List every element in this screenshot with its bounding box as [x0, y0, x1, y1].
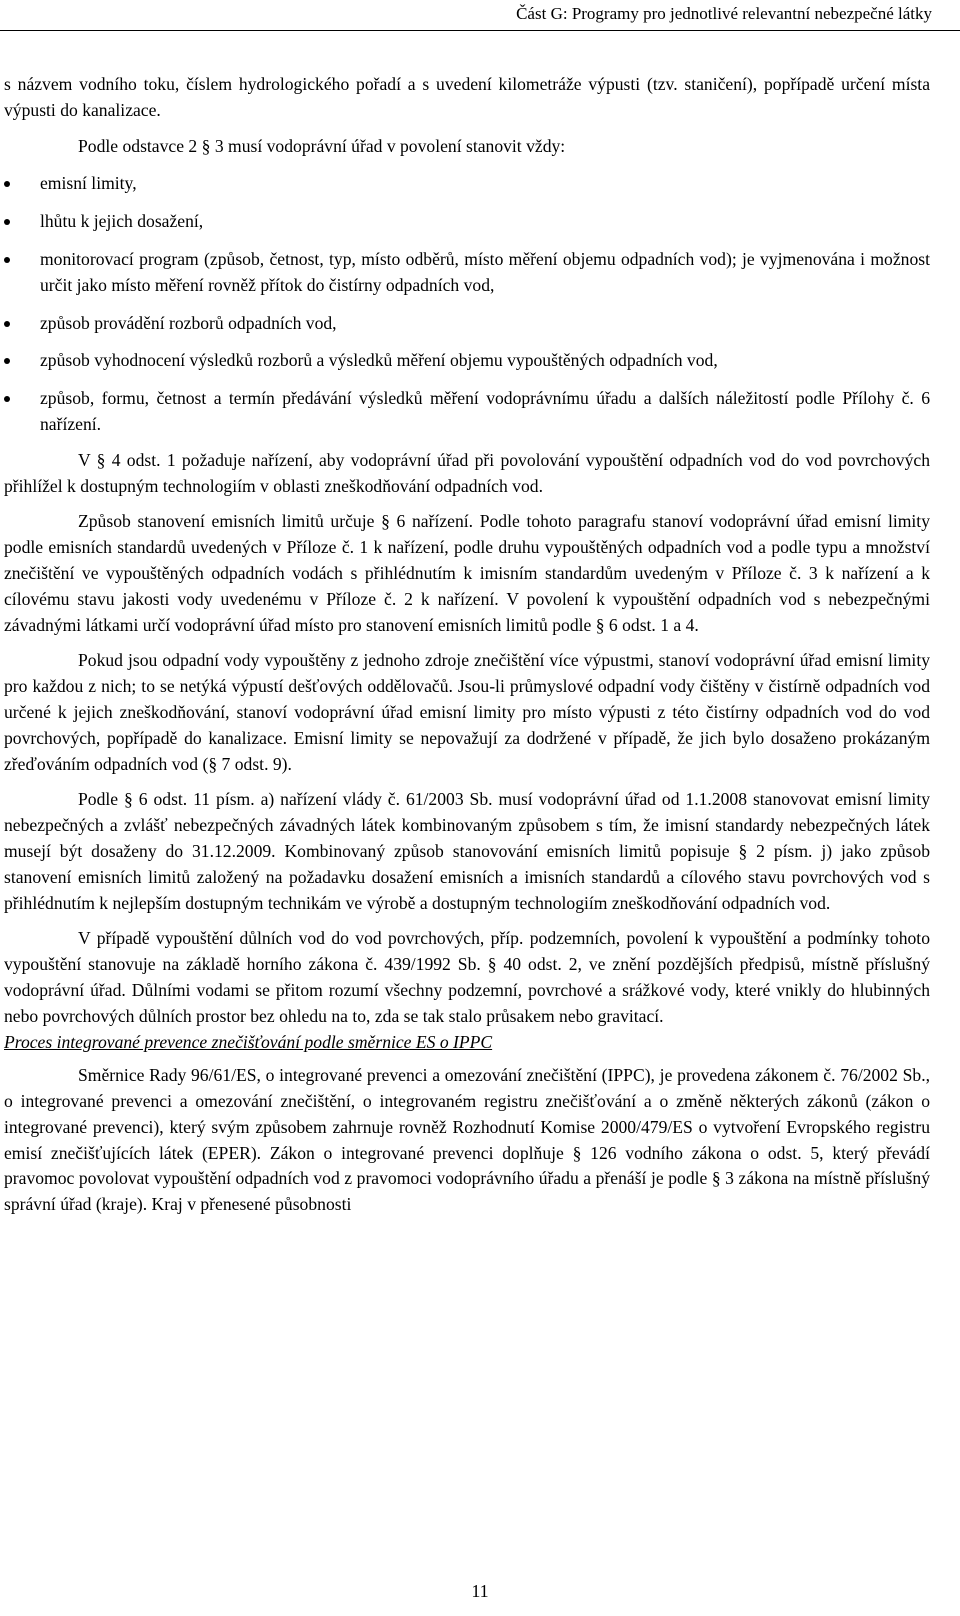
paragraph-continuation: s názvem vodního toku, číslem hydrologického pořadí a s uvedení kilometráže výpusti (tzv. staničení), popřípadě určení místa výpusti do kanalizace. [4, 74, 930, 120]
list-item: emisní limity, [4, 171, 930, 197]
list-item: lhůtu k jejich dosažení, [4, 209, 930, 235]
paragraph: Podle § 6 odst. 11 písm. a) nařízení vlády č. 61/2003 Sb. musí vodoprávní úřad od 1.1.2008 stanovovat emisní limity nebezpečných a zvlášť nebezpečných závadných látek kombinovaným způsobem s tím, že imisní standardy nebezpečných látek musejí být dosaženy do 31.12.2009. Kombinovaný způsob stanovování emisních limitů popisuje § 2 písm. j) jako způsob stanovení emisních limitů založený na požadavku dosažení emisních a imisních standardů a cílového stavu povrchových vod s přihlédnutím k nejlepším dostupným technikám ve výrobě a dostupným technologiím zneškodňování odpadních vod. [4, 789, 930, 913]
list-item: způsob provádění rozborů odpadních vod, [4, 311, 930, 337]
document-body [4, 72, 930, 1218]
bullet-icon [4, 219, 10, 225]
list-item: monitorovací program (způsob, četnost, typ, místo odběrů, místo měření objemu odpadních vod); je vyjmenována i možnost určit jako místo měření rovněž přítok do čistírny odpadních vod, [4, 247, 930, 299]
paragraph: V případě vypouštění důlních vod do vod povrchových, příp. podzemních, povolení k vypouštění a podmínky tohoto vypouštění stanovuje na základě horního zákona č. 439/1992 Sb. § 40 odst. 2, ve znění pozdějších předpisů, místně příslušný vodoprávní úřad. Důlními vodami se přitom rozumí všechny podzemní, povrchové a srážkové vody, které vnikly do hlubinných nebo povrchových důlních prostor bez ohledu na to, zda se tak stalo průsakem nebo gravitací. [4, 928, 930, 1026]
bullet-icon [4, 181, 10, 187]
bullet-icon [4, 321, 10, 327]
paragraph-intro-list: Podle odstavce 2 § 3 musí vodoprávní úřad v povolení stanovit vždy: [78, 135, 566, 156]
paragraph: Způsob stanovení emisních limitů určuje § 6 nařízení. Podle tohoto paragrafu stanoví vodoprávní úřad emisní limity podle emisních standardů uvedených v Příloze č. 1 k nařízení, podle druhu vypouštěných odpadních vod a podle typu a množství znečištění ve vypouštěných odpadních vodách s přihlédnutím k imisním standardům uvedeným v Příloze č. 3 k nařízení a k cílovému stavu jakosti vody uvedenému v Příloze č. 2 k nařízení. V povolení k vypouštění odpadních vod s nebezpečnými závadnými látkami určí vodoprávní úřad místo pro stanovení emisních limitů podle § 6 odst. 1 a 4. [4, 511, 930, 635]
section-heading: Proces integrované prevence znečišťování podle směrnice ES o IPPC [4, 1031, 493, 1052]
bullet-icon [4, 396, 10, 402]
list-item: způsob vyhodnocení výsledků rozborů a výsledků měření objemu vypouštěných odpadních vod, [4, 348, 930, 374]
paragraph: Směrnice Rady 96/61/ES, o integrované prevenci a omezování znečištění (IPPC), je provedena zákonem č. 76/2002 Sb., o integrované prevenci a omezování znečištění, o integrovaném registru znečišťování a o změně některých zákonů (zákon o integrované prevenci), který svým způsobem zahrnuje rovněž Rozhodnutí Komise 2000/479/ES o vytvoření Evropského registru emisí znečišťujících látek (EPER). Zákon o integrované prevenci doplňuje § 126 vodního zákona o odst. 5, který převádí pravomoc povolovat vypouštění odpadních vod z pravomoci vodoprávního úřadu a přenáší je podle § 3 zákona na místně příslušný správní úřad (kraje). Kraj v přenesené působnosti [4, 1065, 930, 1215]
bullet-icon [4, 257, 10, 263]
header-rule [0, 30, 960, 31]
list-item: způsob, formu, četnost a termín předávání výsledků měření vodoprávnímu úřadu a dalších náležitostí podle Přílohy č. 6 nařízení. [4, 386, 930, 438]
running-header: Část G: Programy pro jednotlivé relevantní nebezpečné látky [516, 4, 932, 23]
paragraph: V § 4 odst. 1 požaduje nařízení, aby vodoprávní úřad při povolování vypouštění odpadních vod do vod povrchových přihlížel k dostupným technologiím v oblasti zneškodňování odpadních vod. [4, 449, 930, 496]
requirements-list [4, 171, 930, 437]
bullet-icon [4, 358, 10, 364]
paragraph: Pokud jsou odpadní vody vypouštěny z jednoho zdroje znečištění více výpustmi, stanoví vodoprávní úřad emisní limity pro každou z nich; to se netýká výpustí dešťových oddělovačů. Jsou-li průmyslové odpadní vody čištěny v čistírně odpadních vod určené k jejich zneškodňování, stanoví vodoprávní úřad emisní limity pro místo výpusti z této čistírny odpadních vod do vod povrchových, popřípadě do kanalizace. Emisní limity se nepovažují za dodržené v případě, že jich bylo dosaženo prokázaným zřeďováním odpadních vod (§ 7 odst. 9). [4, 650, 930, 774]
page-number: 11 [471, 1581, 489, 1601]
